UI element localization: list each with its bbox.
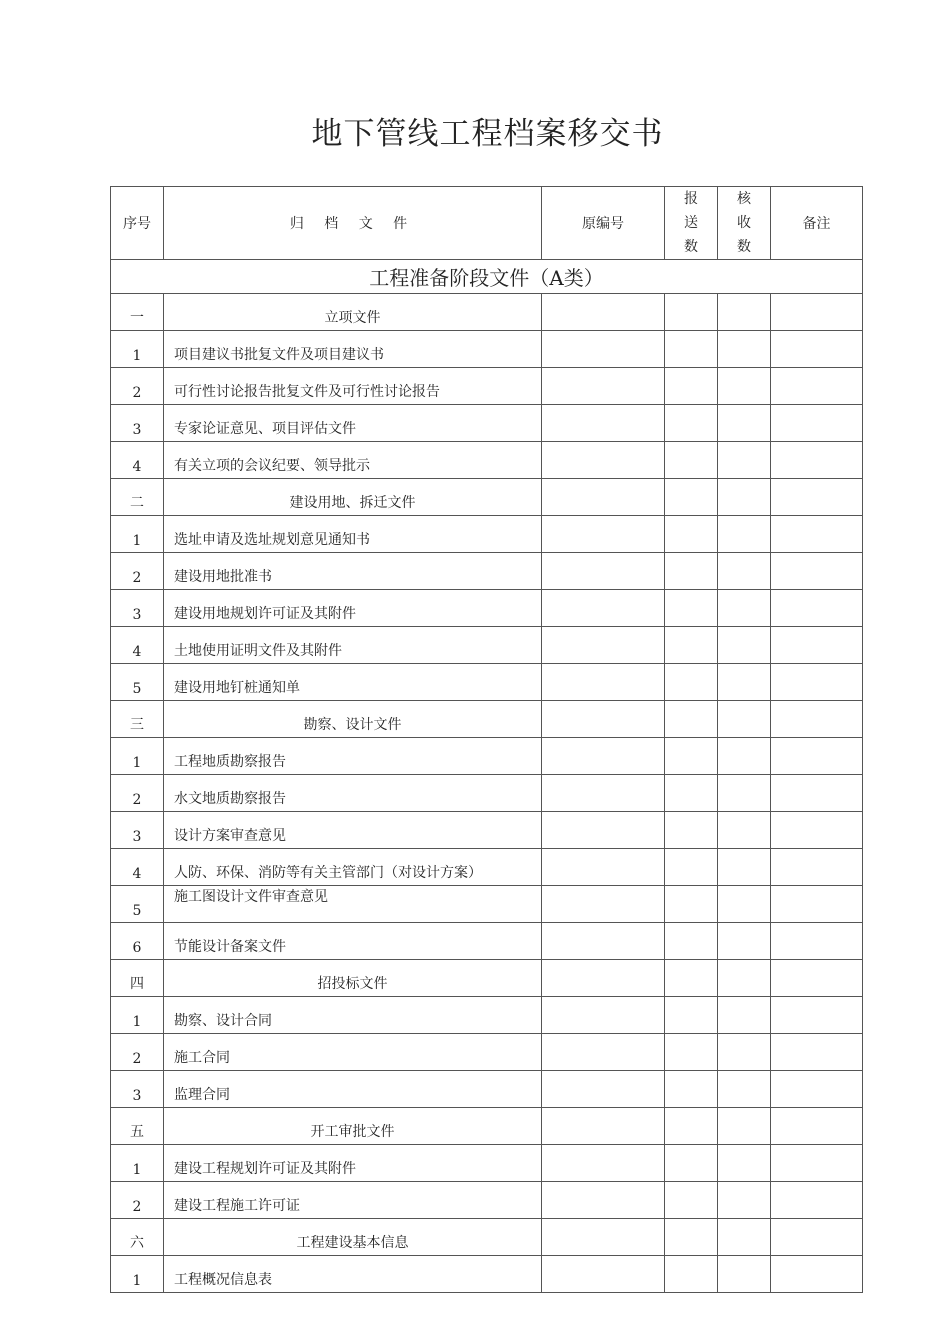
item-file-name: 人防、环保、消防等有关主管部门（对设计方案）: [164, 849, 542, 886]
item-file-name: 专家论证意见、项目评估文件: [164, 405, 542, 442]
cell-checked: [718, 664, 771, 701]
cell-remark: [771, 960, 863, 997]
cell-sent: [665, 886, 718, 923]
cell-checked: [718, 886, 771, 923]
cell-orig-no: [542, 1256, 665, 1293]
cell-sent: [665, 442, 718, 479]
cell-remark: [771, 1145, 863, 1182]
cell-checked: [718, 923, 771, 960]
cell-sent: [665, 1256, 718, 1293]
item-row: [111, 997, 863, 1034]
section-row: [111, 294, 863, 331]
item-row: [111, 923, 863, 960]
item-number: 6: [111, 923, 164, 960]
item-number: 1: [111, 331, 164, 368]
cell-orig-no: [542, 294, 665, 331]
cell-orig-no: [542, 405, 665, 442]
item-row: [111, 849, 863, 886]
header-sent-char: 报: [684, 191, 698, 207]
cell-checked: [718, 405, 771, 442]
cell-checked: [718, 1145, 771, 1182]
cell-orig-no: [542, 627, 665, 664]
cell-remark: [771, 405, 863, 442]
item-number: 2: [111, 553, 164, 590]
item-file-name: 节能设计备案文件: [164, 923, 542, 960]
item-number: 5: [111, 886, 164, 923]
item-row: [111, 590, 863, 627]
item-row: [111, 1071, 863, 1108]
cell-orig-no: [542, 590, 665, 627]
cell-remark: [771, 701, 863, 738]
cell-orig-no: [542, 812, 665, 849]
item-row: [111, 775, 863, 812]
cell-remark: [771, 516, 863, 553]
item-row: [111, 516, 863, 553]
cell-checked: [718, 997, 771, 1034]
item-file-name: 选址申请及选址规划意见通知书: [164, 516, 542, 553]
item-row: [111, 331, 863, 368]
item-number: 2: [111, 1182, 164, 1219]
cell-checked: [718, 590, 771, 627]
header-row: [111, 187, 863, 260]
cell-remark: [771, 627, 863, 664]
item-row: [111, 627, 863, 664]
section-row: [111, 701, 863, 738]
section-title: 开工审批文件: [164, 1108, 542, 1145]
cell-checked: [718, 1219, 771, 1256]
item-row: [111, 664, 863, 701]
cell-sent: [665, 701, 718, 738]
item-file-name: 项目建议书批复文件及项目建议书: [164, 331, 542, 368]
header-remark: 备注: [771, 187, 863, 260]
item-number: 1: [111, 516, 164, 553]
cell-sent: [665, 960, 718, 997]
section-row: [111, 479, 863, 516]
cell-sent: [665, 1071, 718, 1108]
item-file-name: 建设用地钉桩通知单: [164, 664, 542, 701]
cell-checked: [718, 294, 771, 331]
header-sent-char: 数: [684, 239, 698, 255]
cell-remark: [771, 775, 863, 812]
cell-remark: [771, 1256, 863, 1293]
cell-checked: [718, 701, 771, 738]
section-row: [111, 960, 863, 997]
item-number: 3: [111, 405, 164, 442]
cell-sent: [665, 775, 718, 812]
cell-remark: [771, 1071, 863, 1108]
cell-sent: [665, 923, 718, 960]
cell-checked: [718, 553, 771, 590]
item-file-name: 土地使用证明文件及其附件: [164, 627, 542, 664]
cell-checked: [718, 331, 771, 368]
item-row: [111, 1145, 863, 1182]
archive-table: [110, 186, 863, 1293]
cell-checked: [718, 849, 771, 886]
item-file-name: 可行性讨论报告批复文件及可行性讨论报告: [164, 368, 542, 405]
section-title: 勘察、设计文件: [164, 701, 542, 738]
item-file-name: 施工合同: [164, 1034, 542, 1071]
cell-checked: [718, 1034, 771, 1071]
item-file-name: 工程地质勘察报告: [164, 738, 542, 775]
cell-checked: [718, 442, 771, 479]
cell-orig-no: [542, 923, 665, 960]
item-file-name: 设计方案审查意见: [164, 812, 542, 849]
item-row: [111, 405, 863, 442]
cell-checked: [718, 775, 771, 812]
item-number: 4: [111, 849, 164, 886]
item-row: [111, 812, 863, 849]
item-file-name: 建设用地批准书: [164, 553, 542, 590]
cell-remark: [771, 1219, 863, 1256]
cell-remark: [771, 812, 863, 849]
item-number: 3: [111, 1071, 164, 1108]
item-number: 3: [111, 812, 164, 849]
section-title: 立项文件: [164, 294, 542, 331]
section-row: [111, 1108, 863, 1145]
header-checked-char: 核: [737, 191, 751, 207]
cell-checked: [718, 1182, 771, 1219]
cell-remark: [771, 997, 863, 1034]
cell-remark: [771, 1182, 863, 1219]
item-file-name: 水文地质勘察报告: [164, 775, 542, 812]
category-row: [111, 260, 863, 294]
header-seq: 序号: [111, 187, 164, 260]
header-checked: [718, 187, 771, 260]
cell-sent: [665, 1219, 718, 1256]
header-orig-no: 原编号: [542, 187, 665, 260]
cell-sent: [665, 738, 718, 775]
cell-sent: [665, 812, 718, 849]
item-number: 3: [111, 590, 164, 627]
item-number: 1: [111, 738, 164, 775]
cell-sent: [665, 627, 718, 664]
cell-orig-no: [542, 738, 665, 775]
item-row: [111, 1182, 863, 1219]
cell-checked: [718, 960, 771, 997]
cell-remark: [771, 479, 863, 516]
cell-checked: [718, 627, 771, 664]
item-file-name: 勘察、设计合同: [164, 997, 542, 1034]
category-title: 工程准备阶段文件（A类）: [111, 260, 863, 294]
section-title: 建设用地、拆迁文件: [164, 479, 542, 516]
cell-checked: [718, 812, 771, 849]
cell-remark: [771, 331, 863, 368]
item-row: [111, 1256, 863, 1293]
cell-sent: [665, 1145, 718, 1182]
item-file-name: 工程概况信息表: [164, 1256, 542, 1293]
cell-remark: [771, 849, 863, 886]
cell-orig-no: [542, 553, 665, 590]
item-file-name: 建设工程施工许可证: [164, 1182, 542, 1219]
cell-sent: [665, 1108, 718, 1145]
header-sent: [665, 187, 718, 260]
cell-sent: [665, 553, 718, 590]
header-file: 归 档 文 件: [164, 187, 542, 260]
document-title: 地下管线工程档案移交书: [311, 116, 664, 152]
item-file-name: 有关立项的会议纪要、领导批示: [164, 442, 542, 479]
cell-remark: [771, 886, 863, 923]
cell-orig-no: [542, 1182, 665, 1219]
cell-checked: [718, 516, 771, 553]
cell-orig-no: [542, 664, 665, 701]
cell-orig-no: [542, 1034, 665, 1071]
cell-checked: [718, 1071, 771, 1108]
cell-sent: [665, 664, 718, 701]
cell-sent: [665, 331, 718, 368]
item-row: [111, 886, 863, 923]
section-number: 二: [111, 479, 164, 516]
cell-checked: [718, 1256, 771, 1293]
section-number: 四: [111, 960, 164, 997]
item-number: 1: [111, 1145, 164, 1182]
item-row: [111, 553, 863, 590]
item-number: 4: [111, 627, 164, 664]
item-number: 5: [111, 664, 164, 701]
cell-remark: [771, 442, 863, 479]
cell-sent: [665, 590, 718, 627]
cell-orig-no: [542, 1071, 665, 1108]
section-title: 工程建设基本信息: [164, 1219, 542, 1256]
cell-orig-no: [542, 479, 665, 516]
section-number: 三: [111, 701, 164, 738]
cell-orig-no: [542, 849, 665, 886]
item-file-name: 监理合同: [164, 1071, 542, 1108]
cell-orig-no: [542, 997, 665, 1034]
item-number: 4: [111, 442, 164, 479]
cell-remark: [771, 553, 863, 590]
cell-remark: [771, 590, 863, 627]
item-file-name: 建设用地规划许可证及其附件: [164, 590, 542, 627]
item-row: [111, 1034, 863, 1071]
cell-sent: [665, 368, 718, 405]
header-sent-char: 送: [684, 215, 698, 231]
cell-remark: [771, 1034, 863, 1071]
cell-remark: [771, 368, 863, 405]
cell-remark: [771, 923, 863, 960]
cell-remark: [771, 664, 863, 701]
cell-checked: [718, 479, 771, 516]
item-file-name: 施工图设计文件审查意见: [164, 886, 542, 923]
header-checked-char: 数: [737, 239, 751, 255]
item-file-name: 建设工程规划许可证及其附件: [164, 1145, 542, 1182]
item-row: [111, 368, 863, 405]
cell-sent: [665, 479, 718, 516]
cell-orig-no: [542, 886, 665, 923]
cell-remark: [771, 1108, 863, 1145]
cell-orig-no: [542, 516, 665, 553]
cell-orig-no: [542, 1145, 665, 1182]
cell-sent: [665, 1182, 718, 1219]
cell-orig-no: [542, 442, 665, 479]
cell-checked: [718, 1108, 771, 1145]
cell-orig-no: [542, 1108, 665, 1145]
section-number: 一: [111, 294, 164, 331]
cell-orig-no: [542, 331, 665, 368]
section-row: [111, 1219, 863, 1256]
cell-remark: [771, 294, 863, 331]
cell-orig-no: [542, 1219, 665, 1256]
item-row: [111, 442, 863, 479]
item-number: 2: [111, 775, 164, 812]
cell-orig-no: [542, 368, 665, 405]
cell-sent: [665, 1034, 718, 1071]
cell-orig-no: [542, 701, 665, 738]
header-checked-char: 收: [737, 215, 751, 231]
section-title: 招投标文件: [164, 960, 542, 997]
item-row: [111, 738, 863, 775]
cell-sent: [665, 849, 718, 886]
item-number: 2: [111, 368, 164, 405]
cell-orig-no: [542, 960, 665, 997]
cell-sent: [665, 294, 718, 331]
cell-sent: [665, 997, 718, 1034]
section-number: 六: [111, 1219, 164, 1256]
item-number: 1: [111, 997, 164, 1034]
cell-remark: [771, 738, 863, 775]
item-number: 1: [111, 1256, 164, 1293]
cell-checked: [718, 738, 771, 775]
cell-sent: [665, 516, 718, 553]
cell-sent: [665, 405, 718, 442]
item-number: 2: [111, 1034, 164, 1071]
cell-checked: [718, 368, 771, 405]
section-number: 五: [111, 1108, 164, 1145]
cell-orig-no: [542, 775, 665, 812]
